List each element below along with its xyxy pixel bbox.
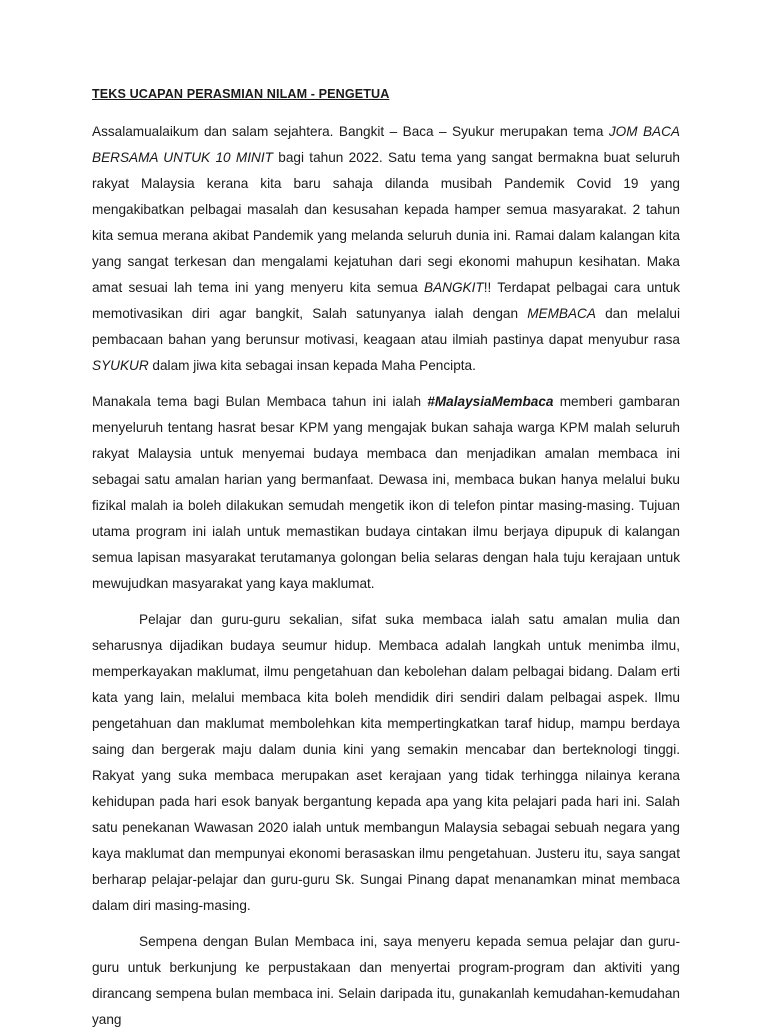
- p1-text-2: bagi tahun 2022. Satu tema yang sangat bermakna buat seluruh rakyat Malaysia kerana kita baru sahaja dilanda musibah Pandemik Covid 19 yang mengakibatkan pelbagai masalah dan kesusahan kepada hamper semua masyarakat. 2 tahun kita semua merana akibat Pandemik yang melanda seluruh dunia ini. Ramai dalam kalangan kita yang sangat terkesan dan mengalami kejatuhan dari segi ekonomi mahupun kesihatan. Maka amat sesuai lah tema ini yang menyeru kita semua: [92, 150, 680, 295]
- p1-text-5: dalam jiwa kita sebagai insan kepada Maha Pencipta.: [148, 358, 476, 373]
- paragraph-1: [92, 119, 680, 379]
- document-title: TEKS UCAPAN PERASMIAN NILAM - PENGETUA: [92, 87, 390, 101]
- p1-text-3: !! Terdapat pelbagai cara untuk memotivasikan diri agar bangkit, Salah satunyanya ialah dengan: [92, 280, 680, 321]
- p1-theme-emphasis: JOM BACA BERSAMA UNTUK 10 MINIT: [92, 124, 680, 165]
- p1-text-1: Assalamualaikum dan salam sejahtera. Bangkit – Baca – Syukur merupakan tema: [92, 124, 609, 139]
- p1-syukur-emphasis: SYUKUR: [92, 358, 149, 373]
- paragraph-4: Sempena dengan Bulan Membaca ini, saya menyeru kepada semua pelajar dan guru-guru untuk berkunjung ke perpustakaan dan menyertai program-program dan aktiviti yang dirancang sempena bulan membaca ini. Selain daripada itu, gunakanlah kemudahan-kemudahan yang: [92, 934, 680, 1027]
- p2-text-1: Manakala tema bagi Bulan Membaca tahun ini ialah: [92, 394, 428, 409]
- paragraph-2: [92, 389, 680, 597]
- p1-membaca-emphasis: MEMBACA: [527, 306, 596, 321]
- paragraph-3: Pelajar dan guru-guru sekalian, sifat suka membaca ialah satu amalan mulia dan seharusnya dijadikan budaya seumur hidup. Membaca adalah langkah untuk menimba ilmu, memperkayakan maklumat, ilmu pengetahuan dan kebolehan dalam pelbagai bidang. Dalam erti kata yang lain, melalui membaca kita boleh mendidik diri sendiri dalam pelbagai aspek. Ilmu pengetahuan dan maklumat membolehkan kita mempertingkatkan taraf hidup, mampu berdaya saing dan bergerak maju dalam dunia kini yang semakin mencabar dan berteknologi tinggi. Rakyat yang suka membaca merupakan aset kerajaan yang tidak terhingga nilainya kerana kehidupan pada hari esok banyak bergantung kepada apa yang kita pelajari pada hari ini. Salah satu penekanan Wawasan 2020 ialah untuk membangun Malaysia sebagai sebuah negara yang kaya maklumat dan mempunyai ekonomi berasaskan ilmu pengetahuan. Justeru itu, saya sangat berharap pelajar-pelajar dan guru-guru Sk. Sungai Pinang dapat menanamkan minat membaca dalam diri masing-masing.: [92, 612, 680, 913]
- p1-bangkit-emphasis: BANGKIT: [424, 280, 484, 295]
- p2-hashtag-emphasis: #MalaysiaMembaca: [427, 394, 554, 409]
- p2-text-2: memberi gambaran menyeluruh tentang hasrat besar KPM yang mengajak bukan sahaja warga KPM malah seluruh rakyat Malaysia untuk menyemai budaya membaca dan menjadikan amalan membaca ini sebagai satu amalan harian yang bermanfaat. Dewasa ini, membaca bukan hanya melalui buku fizikal malah ia boleh dilakukan semudah mengetik ikon di telefon pintar masing-masing. Tujuan utama program ini ialah untuk memastikan budaya cintakan ilmu berjaya dipupuk di kalangan semua lapisan masyarakat terutamanya golongan belia selaras dengan hala tuju kerajaan untuk mewujudkan masyarakat yang kaya maklumat.: [92, 394, 680, 591]
- p1-text-4: dan melalui pembacaan bahan yang berunsur motivasi, keagaan atau ilmiah pastinya dapat menyubur rasa: [92, 306, 680, 347]
